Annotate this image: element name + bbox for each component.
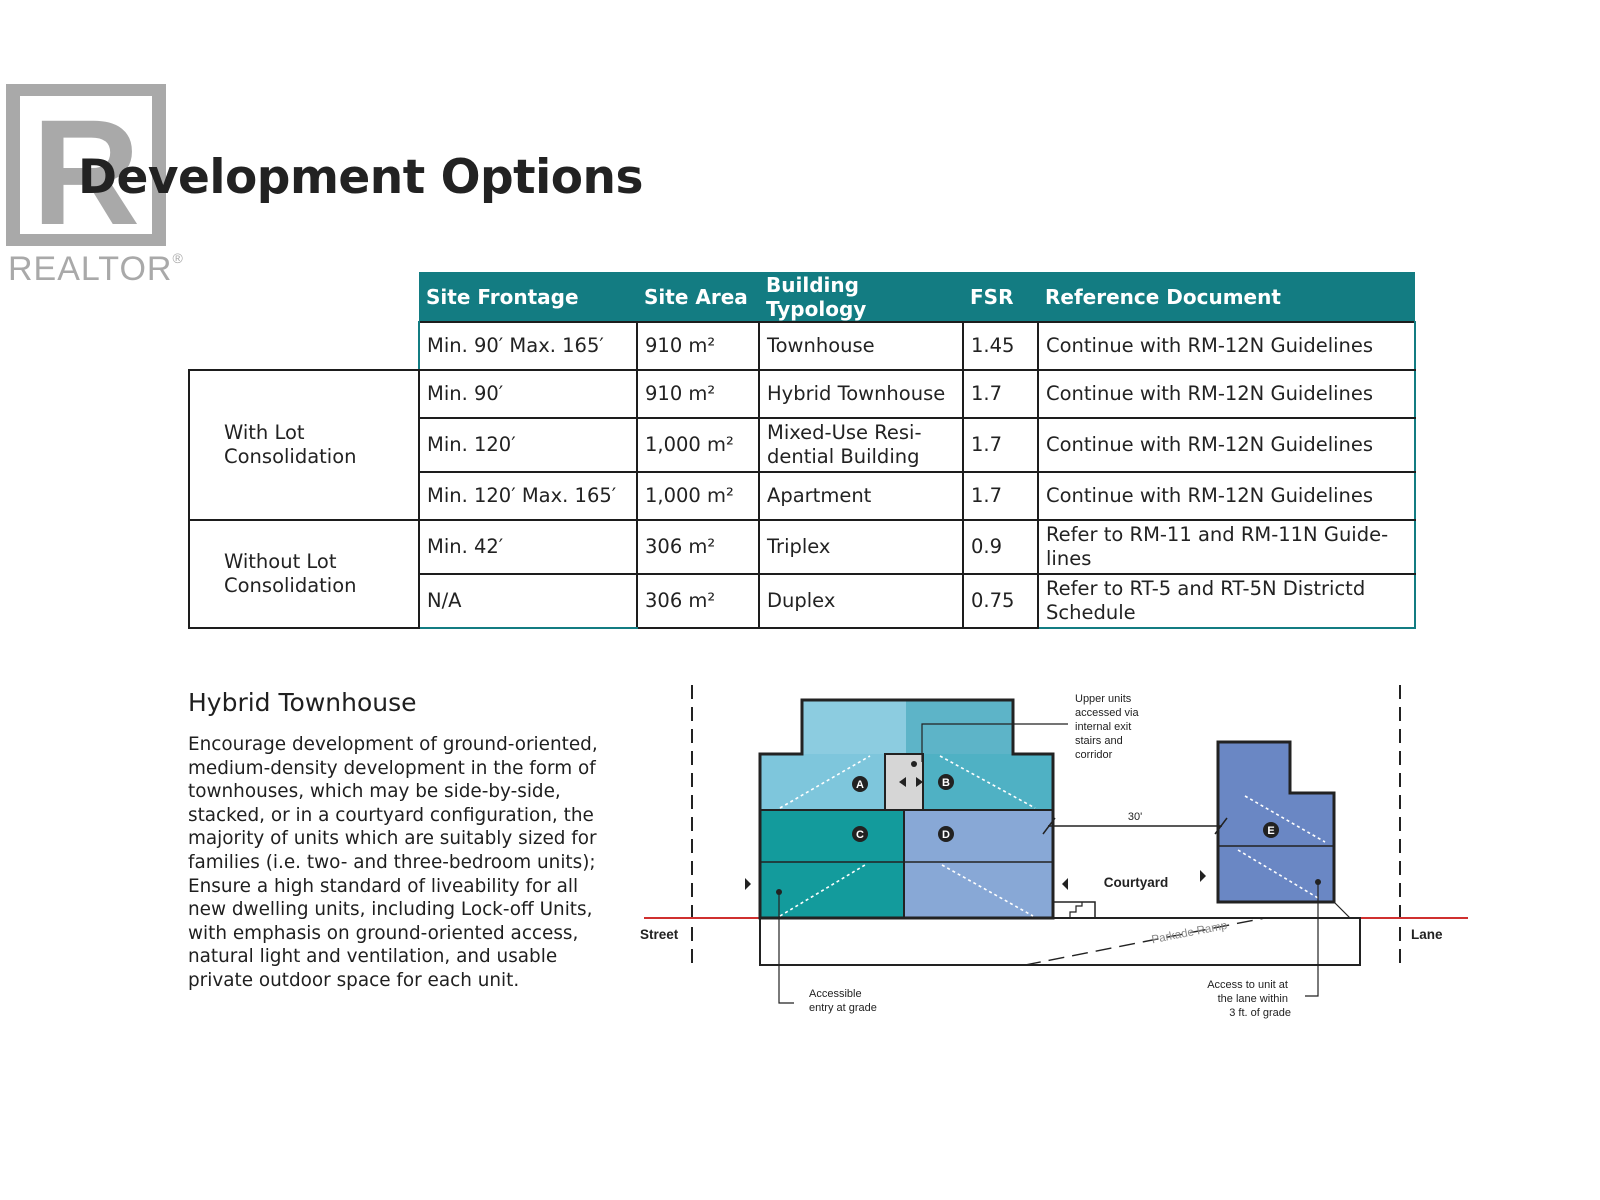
realtor-wordmark — [8, 250, 184, 289]
group-without-lot-consolidation: Without Lot Consolidation — [189, 520, 419, 628]
lane-access-note: Access to unit at the lane within 3 ft. of grade — [1207, 979, 1291, 1019]
rear-building-unit-e — [1218, 742, 1334, 902]
cell-frontage: Min. 90′ — [419, 370, 637, 418]
cell-fsr: 1.7 — [963, 472, 1038, 520]
svg-text:C: C — [856, 829, 864, 841]
cell-fsr: 1.7 — [963, 370, 1038, 418]
unit-c — [760, 810, 904, 918]
cell-reference: Continue with RM-12N Guidelines — [1038, 322, 1415, 370]
page-title: Development Options — [78, 150, 643, 205]
cell-fsr: 1.45 — [963, 322, 1038, 370]
cell-typology: Mixed-Use Resi- dential Building — [759, 418, 963, 472]
wordmark-text: REALTOR — [8, 250, 173, 288]
street-entry-arrow-icon — [745, 878, 751, 890]
cell-typology: Townhouse — [759, 322, 963, 370]
cell-area: 910 m² — [637, 370, 759, 418]
cell-reference: Continue with RM-12N Guidelines — [1038, 472, 1415, 520]
lane-steps — [1334, 902, 1350, 918]
hybrid-townhouse-section-diagram — [640, 690, 1450, 1050]
cell-area: 1,000 m² — [637, 472, 759, 520]
corner-cell — [189, 322, 419, 370]
unit-label-e — [1263, 822, 1279, 838]
courtyard-label: Courtyard — [1103, 875, 1169, 890]
upper-unit-a — [802, 700, 906, 754]
development-options-table — [188, 272, 1416, 629]
header-building-typology: Building Typology — [759, 272, 963, 322]
svg-text:A: A — [856, 779, 864, 791]
courtyard-arrow-right-icon — [1200, 870, 1206, 882]
cell-area: 910 m² — [637, 322, 759, 370]
unit-d — [904, 810, 1053, 918]
accessible-entry-note: Accessible entry at grade — [809, 988, 877, 1014]
cell-area: 306 m² — [637, 520, 759, 574]
cell-frontage: Min. 90′ Max. 165′ — [419, 322, 637, 370]
cell-fsr: 0.75 — [963, 574, 1038, 628]
cell-fsr: 0.9 — [963, 520, 1038, 574]
cell-frontage: Min. 42′ — [419, 520, 637, 574]
group-with-lot-consolidation: With Lot Consolidation — [189, 370, 419, 520]
header-site-area: Site Area — [637, 272, 759, 322]
header-spacer — [189, 272, 419, 322]
header-reference-document: Reference Document — [1038, 272, 1415, 322]
cell-typology: Triplex — [759, 520, 963, 574]
svg-text:R: R — [31, 88, 141, 256]
table-row — [189, 520, 1415, 574]
cell-frontage: Min. 120′ Max. 165′ — [419, 472, 637, 520]
section-title: Hybrid Townhouse — [188, 688, 417, 717]
entry-dot-icon — [911, 761, 917, 767]
svg-text:B: B — [942, 777, 950, 789]
unit-label-d — [938, 826, 954, 842]
cell-typology: Apartment — [759, 472, 963, 520]
street-label: Street — [640, 927, 679, 942]
courtyard-arrow-left-icon — [1062, 878, 1068, 890]
courtyard-steps — [1070, 902, 1082, 918]
cell-typology: Hybrid Townhouse — [759, 370, 963, 418]
table-header-row — [189, 272, 1415, 322]
header-site-frontage: Site Frontage — [419, 272, 637, 322]
cell-area: 306 m² — [637, 574, 759, 628]
cell-typology: Duplex — [759, 574, 963, 628]
cell-frontage: Min. 120′ — [419, 418, 637, 472]
cell-reference: Continue with RM-12N Guidelines — [1038, 418, 1415, 472]
svg-text:E: E — [1267, 825, 1275, 837]
cell-reference: Refer to RT-5 and RT-5N Districtd Schedule — [1038, 574, 1415, 628]
table-row — [189, 370, 1415, 418]
svg-text:D: D — [942, 829, 950, 841]
unit-label-a — [852, 776, 868, 792]
cell-frontage: N/A — [419, 574, 637, 628]
header-fsr: FSR — [963, 272, 1038, 322]
parkade-ramp-line — [1025, 918, 1265, 965]
unit-label-b — [938, 774, 954, 790]
lane-label: Lane — [1411, 927, 1443, 942]
registered-mark: ® — [172, 250, 184, 266]
parkade-ramp-label: Parkade Ramp — [1150, 919, 1229, 947]
cell-reference: Continue with RM-12N Guidelines — [1038, 370, 1415, 418]
upper-units-note: Upper units accessed via internal exit stairs and corridor — [1075, 693, 1139, 761]
cell-area: 1,000 m² — [637, 418, 759, 472]
cell-fsr: 1.7 — [963, 418, 1038, 472]
dimension-label: 30' — [1127, 811, 1143, 823]
table-row — [189, 322, 1415, 370]
section-description: Encourage development of ground-oriented, medium-density development in the form of townhouses, which may be side-by-side, stacked, or in a courtyard configuration, the majority of units which are suitably sized for families (i.e. two- and three-bedroom units); Ensure a high standard of liveability for all new dwelling units, including Lock-off Units, with emphasis on ground-oriented access, natural light and ventilation, and usable private outdoor space for each unit. — [188, 734, 598, 991]
cell-reference: Refer to RM-11 and RM-11N Guide- lines — [1038, 520, 1415, 574]
unit-label-c — [852, 826, 868, 842]
courtyard-edge — [1053, 902, 1095, 918]
